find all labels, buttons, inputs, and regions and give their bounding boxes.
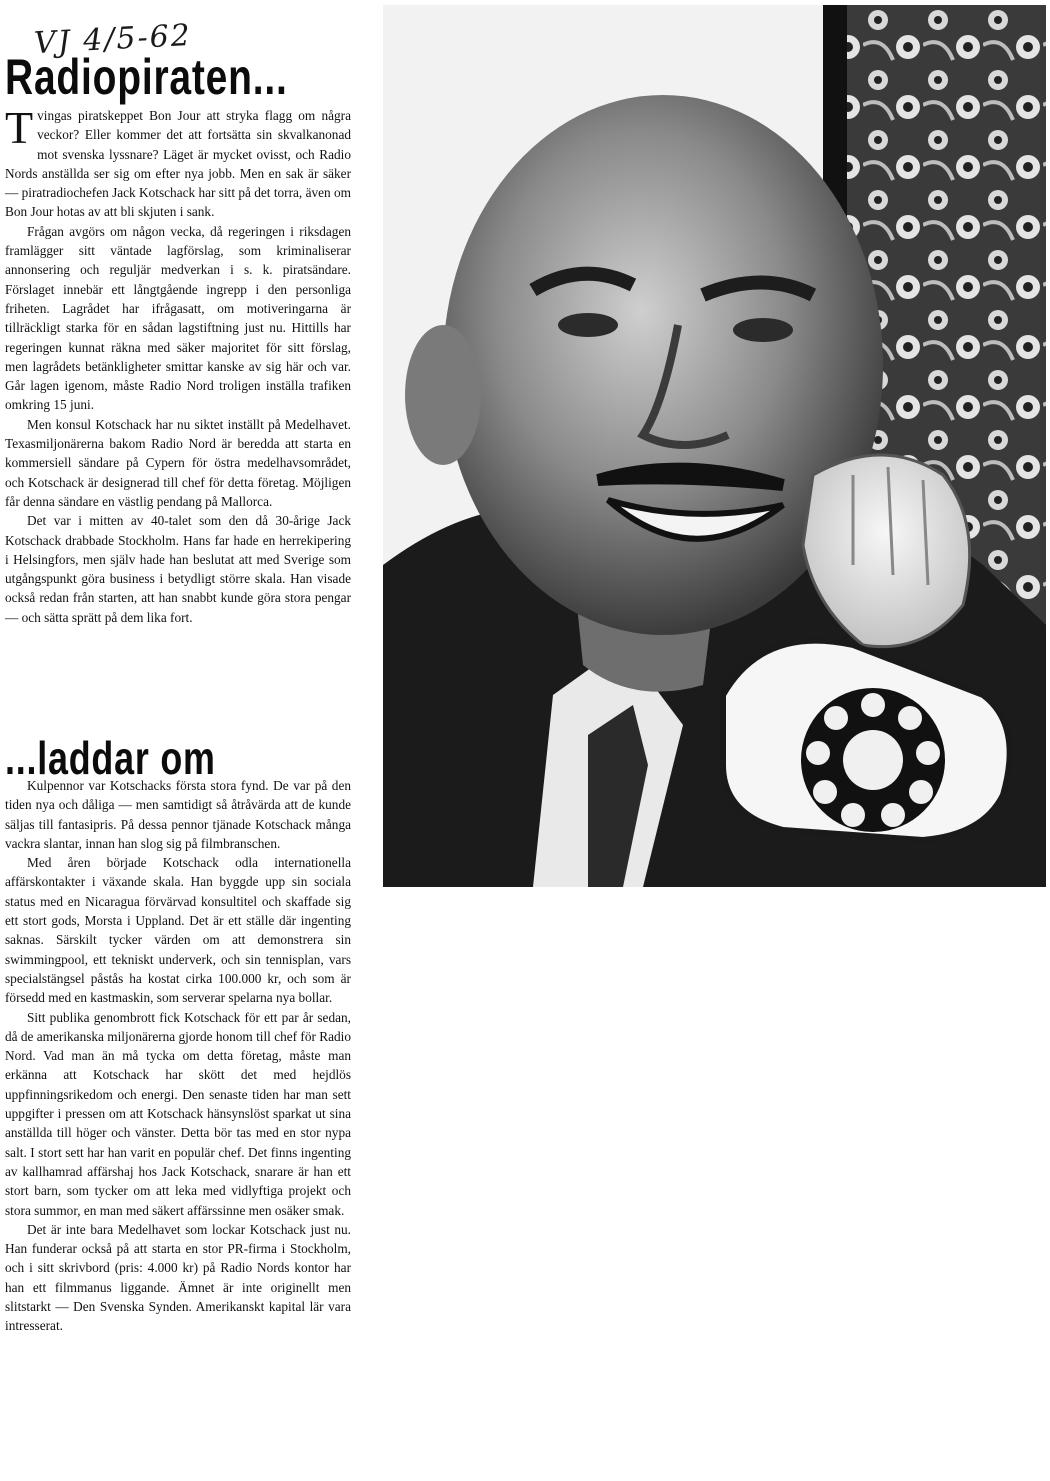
headline-bottom: ...laddar om (5, 732, 216, 784)
drop-cap: T (5, 102, 34, 153)
portrait-photo (383, 5, 1046, 887)
paragraph: Med åren började Kotschack odla internationella affärskontakter i växande skala. Han byggde upp sin sociala status med en Nicaragua förvärvad konsultitel och skaffade sig ett stort gods, Morsta i Uppland. Det är ett ställe där ingenting saknas. Särskilt tycker värden om att demonstrera sin swimmingpool, ett tekniskt underverk, och sin tennisplan, vars specialstängsel påstås ha kostat cirka 100.000 kr, och som är försedd med en kastmaskin, som serverar spelarna nya bollar. (5, 855, 351, 1006)
article-column-top (5, 102, 351, 627)
paragraph: Det var i mitten av 40-talet som den då 30-årige Jack Kotschack drabbade Stockholm. Hans far hade en herrekipering i Helsingfors, men själv hade han beslutat att med Sverige som utgångspunkt göra business i betydligt större skala. Han visade också redan från starten, att han snabbt kunde göra stora pengar — och sätta sprätt på dem lika fort. (5, 513, 351, 625)
paragraph: Det är inte bara Medelhavet som lockar Kotschack just nu. Han funderar också på att starta en stor PR-firma i Stockholm, och i sitt skrivbord (pris: 4.000 kr) på Radio Nords kontor har han ett filmmanus liggande. Ämnet är inte originellt men slitstarkt — Den Svenska Synden. Amerikanskt kapital lär vara intresserat. (5, 1221, 351, 1334)
headline-top: Radiopiraten... (5, 49, 288, 105)
lead-paragraph-text: vingas piratskeppet Bon Jour att stryka flagg om några veckor? Eller kommer det att fortsätta sin skvalkanonad mot svenska lyssnare? Läget är mycket ovisst, och Radio Nords anställda ser sig om efter nya jobb. Men en sak är säker — piratradiochefen Jack Kotschack har sitt på det torra, även om Bon Jour hotas av att bli skjuten i sank. (5, 108, 351, 220)
paragraph: Kulpennor var Kotschacks första stora fynd. De var på den tiden nya och dåliga — men samtidigt så åtråvärda att de kunde säljas till fantasipris. På dessa pennor tjänade Kotschack många vackra slantar, innan han slog sig på filmbranschen. (5, 778, 351, 851)
paragraph: Sitt publika genombrott fick Kotschack för ett par år sedan, då de amerikanska miljonärerna gjorde honom till chef för Radio Nord. Vad man än må tycka om detta företag, måste man erkänna att Kotschack har skött det med hejdlös uppfinningsrikedom och energi. Den senaste tiden har man sett uppgifter i pressen om att Kotschack hänsynslöst sparkat ut sina anställda till höger och vänster. Detta bör tas med en stor nypa salt. I stort sett har han varit en populär chef. Det finns ingenting av kallhamrad affärshaj hos Jack Kotschack, snarare är han ett stort barn, som tycker om att leka med vidlyftiga projekt och stora summor, en man med säkert affärssinne men osäker smak. (5, 1009, 351, 1218)
lead-paragraph (5, 102, 351, 222)
handwritten-date-annotation: VJ 4/5-62 (33, 17, 193, 62)
paragraph: Men konsul Kotschack har nu siktet inställt på Medelhavet. Texasmiljonärerna bakom Radio Nord är beredda att starta en kommersiell sändare på Cypern för östra medelhavsområdet, och Kotschack är designerad till chef för detta företag. Möjligen får denna sändare en västlig pendang på Mallorca. (5, 416, 351, 509)
article-column-bottom (5, 776, 351, 1336)
paragraph: Frågan avgörs om någon vecka, då regeringen i riksdagen framlägger sitt väntade lagförslag, som kriminaliserar annonsering och reguljär medverkan i s. k. piratsändare. Förslaget innebär ett långtgående ingrepp i den personliga friheten. Lagrådet har ifrågasatt, om motiveringarna är tillräckligt starka för en sådan lagstiftning just nu. Hittills har regeringen kunnat räkna med säker majoritet för sitt förslag, men lagrådets betänkligheter smittar kanske av sig här och var. Går lagen igenom, måste Radio Nord troligen inställa trafiken omkring 15 juni. (5, 223, 351, 413)
